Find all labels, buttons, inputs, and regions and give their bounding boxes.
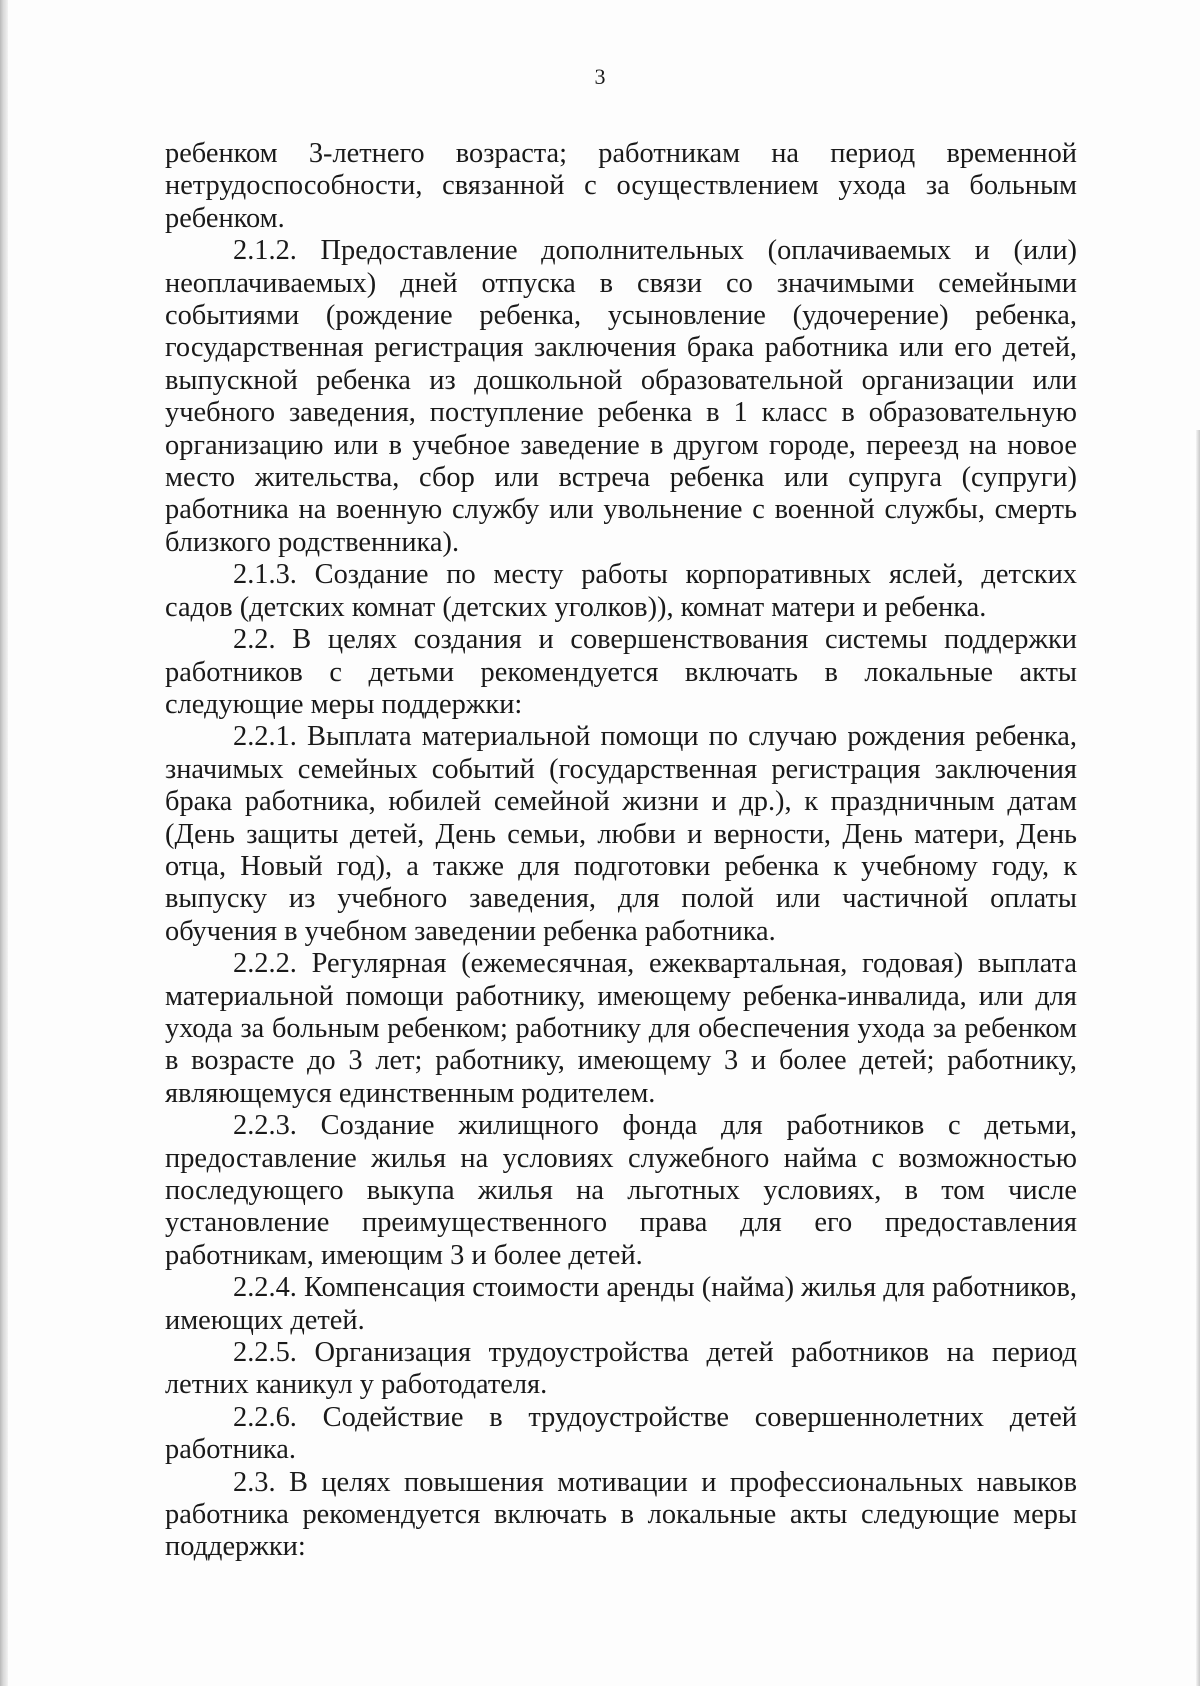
paragraph-2-2-6: 2.2.6. Содействие в трудоустройстве совершеннолетних детей работника. <box>165 1401 1077 1466</box>
page-number: 3 <box>594 64 606 89</box>
paragraph-2-2-4: 2.2.4. Компенсация стоимости аренды (найма) жилья для работников, имеющих детей. <box>165 1272 1077 1336</box>
scan-edge-left <box>0 0 8 1686</box>
scan-edge-right <box>1196 430 1200 1686</box>
paragraph-2-2: 2.2. В целях создания и совершенствования системы поддержки работников с детьми рекомендуется включать в локальные акты следующие меры поддержки: <box>165 624 1077 720</box>
paragraph-2-1-3: 2.1.3. Создание по месту работы корпоративных яслей, детских садов (детских комнат (детских уголков)), комнат матери и ребенка. <box>165 559 1077 623</box>
paragraph-2-3: 2.3. В целях повышения мотивации и профессиональных навыков работника рекомендуется включать в локальные акты следующие меры поддержки: <box>165 1466 1077 1563</box>
paragraph-2-2-2: 2.2.2. Регулярная (ежемесячная, ежеквартальная, годовая) выплата материальной помощи работнику, имеющему ребенка-инвалида, или для ухода за больным ребенком; работнику для обеспечения ухода за ребенком в возрасте до 3 лет; работнику, имеющему 3 и более детей; работнику, являющемуся единственным родителем. <box>165 948 1077 1109</box>
paragraph-2-2-5: 2.2.5. Организация трудоустройства детей работников на период летних каникул у работодателя. <box>165 1337 1077 1401</box>
paragraph-continuation: ребенком 3-летнего возраста; работникам на период временной нетрудоспособности, связанной с осуществлением ухода за больным ребенком. <box>165 138 1077 234</box>
paragraph-2-1-2: 2.1.2. Предоставление дополнительных (оплачиваемых и (или) неоплачиваемых) дней отпуска в связи со значимыми семейными событиями (рождение ребенка, усыновление (удочерение) ребенка, государственная регистрация заключения брака работника или его детей, выпускной ребенка из дошкольной образовательной организации или учебного заведения, поступление ребенка в 1 класс в образовательную организацию или в учебное заведение в другом городе, переезд на новое место жительства, сбор или встреча ребенка или супруга (супруги) работника на военную службу или увольнение с военной службы, смерть близкого родственника). <box>165 235 1077 558</box>
paragraph-2-2-1: 2.2.1. Выплата материальной помощи по случаю рождения ребенка, значимых семейных событий (государственная регистрация заключения брака работника, юбилей семейной жизни и др.), к праздничным датам (День защиты детей, День семьи, любви и верности, День матери, День отца, Новый год), а также для подготовки ребенка к учебному году, к выпуску из учебного заведения, для полой или частичной оплаты обучения в учебном заведении ребенка работника. <box>165 721 1077 947</box>
paragraph-2-2-3: 2.2.3. Создание жилищного фонда для работников с детьми, предоставление жилья на условиях служебного найма с возможностью последующего выкупа жилья на льготных условиях, в том числе установление преимущественного права для его предоставления работникам, имеющим 3 и более детей. <box>165 1110 1077 1271</box>
document-body <box>165 138 1077 1564</box>
